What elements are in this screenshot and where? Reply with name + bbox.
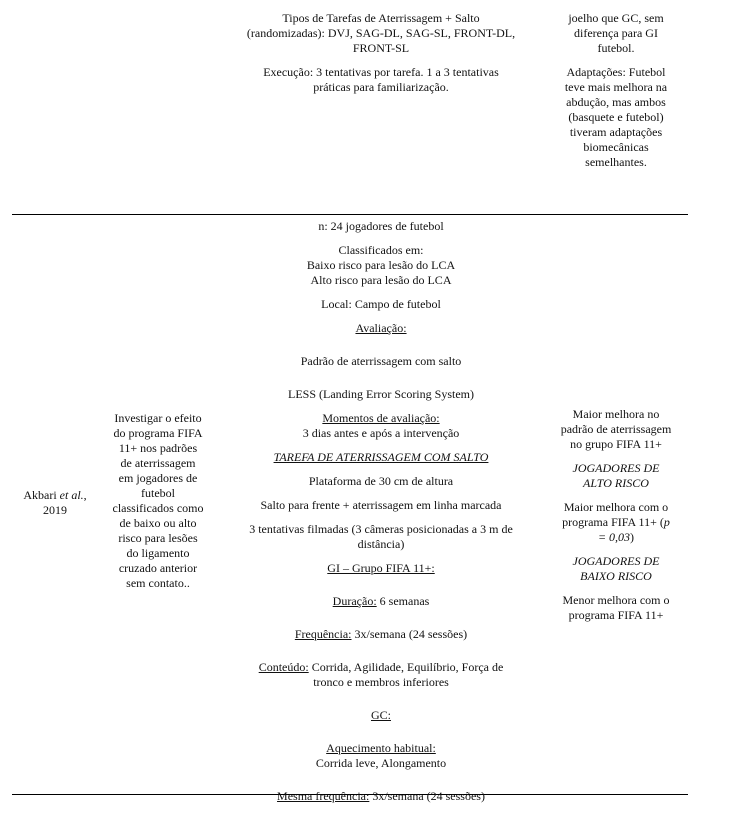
eval-less: LESS (Landing Error Scoring System) — [288, 387, 474, 401]
results-cell — [548, 407, 684, 632]
result-line: biomecânicas — [583, 140, 649, 154]
author-name: Akbari — [23, 488, 57, 502]
content-label: Conteúdo: — [258, 660, 309, 674]
result-line: Adaptações: Futebol — [566, 65, 666, 79]
classified-high: Alto risco para lesão do LCA — [310, 273, 452, 287]
p-symbol: p — [663, 515, 670, 529]
result-fragment: ) — [630, 530, 635, 544]
method-line: Tipos de Tarefas de Aterrissagem + Salto — [282, 11, 480, 25]
method-line: práticas para familiarização. — [313, 80, 449, 94]
content-row — [222, 660, 540, 675]
content-value-2: tronco e membros inferiores — [313, 675, 449, 689]
result-line: (basquete e futebol) — [568, 110, 664, 124]
result-line: Menor melhora com o — [562, 593, 670, 607]
low-risk-heading: BAIXO RISCO — [580, 569, 652, 583]
result-fragment: programa FIFA 11+ ( — [562, 515, 664, 529]
task-title: TAREFA DE ATERRISSAGEM COM SALTO — [273, 450, 489, 464]
result-line: futebol. — [597, 41, 635, 55]
same-frequency-label: Mesma frequência: — [277, 789, 370, 803]
result-line — [548, 530, 684, 545]
frequency-row — [222, 627, 540, 642]
result-line: Maior melhora no — [572, 407, 660, 421]
result-line — [548, 515, 684, 530]
duration-value: 6 semanas — [376, 594, 430, 608]
content-value: Corrida, Agilidade, Equilíbrio, Força de — [308, 660, 504, 674]
task-trials: 3 tentativas filmadas (3 câmeras posicionadas a 3 m de — [249, 522, 513, 536]
objective-cell — [104, 411, 212, 591]
result-line: programa FIFA 11+ — [568, 608, 664, 622]
objective-line: futebol — [141, 486, 175, 500]
moments-title: Momentos de avaliação: — [322, 411, 440, 425]
high-risk-heading: JOGADORES DE — [572, 461, 660, 475]
objective-line: classificados como — [112, 501, 204, 515]
moments-text: 3 dias antes e após a intervenção — [302, 426, 460, 440]
result-line: diferença para GI — [574, 26, 658, 40]
gc-title: GC: — [370, 708, 391, 722]
method-line: Execução: 3 tentativas por tarefa. 1 a 3 tentativas — [263, 65, 499, 79]
author-year-comma: , — [83, 488, 87, 502]
low-risk-heading: JOGADORES DE — [572, 554, 660, 568]
objective-line: Investigar o efeito — [114, 411, 202, 425]
method-cell — [222, 219, 540, 813]
duration-row — [222, 594, 540, 609]
result-line: semelhantes. — [585, 155, 647, 169]
method-local: Local: Campo de futebol — [321, 297, 441, 311]
task-trials: distância) — [357, 537, 405, 551]
result-line: Maior melhora com o — [563, 500, 669, 514]
objective-line: cruzado anterior — [118, 561, 198, 575]
top-row-method-cell — [222, 11, 540, 104]
objective-line: sem contato.. — [126, 576, 190, 590]
warmup-text: Corrida leve, Alongamento — [315, 756, 447, 770]
result-line: abdução, mas ambos — [566, 95, 666, 109]
result-line: teve mais melhora na — [564, 80, 668, 94]
result-line: no grupo FIFA 11+ — [570, 437, 662, 451]
result-line: joelho que GC, sem — [568, 11, 664, 25]
author-etal: et al. — [56, 488, 84, 502]
method-line: (randomizadas): DVJ, SAG-DL, SAG-SL, FRONT-DL, — [246, 26, 516, 40]
gi-title: GI – Grupo FIFA 11+: — [327, 561, 435, 575]
objective-line: de baixo ou alto — [119, 516, 197, 530]
same-frequency-value: 3x/semana (24 sessões) — [369, 789, 485, 803]
eval-pattern: Padrão de aterrissagem com salto — [300, 354, 462, 368]
objective-line: de aterrissagem — [120, 456, 196, 470]
frequency-value: 3x/semana (24 sessões) — [351, 627, 468, 641]
method-n: n: 24 jogadores de futebol — [318, 219, 444, 233]
warmup-title: Aquecimento habitual: — [326, 741, 436, 755]
frequency-label: Frequência: — [294, 627, 352, 641]
p-value: = 0,03 — [597, 530, 631, 544]
duration-label: Duração: — [332, 594, 377, 608]
task-jump: Salto para frente + aterrissagem em linha marcada — [260, 498, 502, 512]
eval-title: Avaliação: — [355, 321, 407, 335]
objective-line: 11+ nos padrões — [118, 441, 198, 455]
classified-title: Classificados em: — [338, 243, 424, 257]
objective-line: em jogadores de — [118, 471, 198, 485]
objective-line: do ligamento — [126, 546, 190, 560]
result-line: tiveram adaptações — [569, 125, 663, 139]
task-platform: Plataforma de 30 cm de altura — [308, 474, 454, 488]
author-cell — [12, 488, 98, 518]
objective-line: risco para lesões — [118, 531, 198, 545]
top-row-results-cell — [548, 11, 684, 179]
table-rule-top — [12, 214, 688, 215]
classified-low: Baixo risco para lesão do LCA — [306, 258, 456, 272]
method-line: FRONT-SL — [352, 41, 410, 55]
high-risk-heading: ALTO RISCO — [583, 476, 649, 490]
objective-line: do programa FIFA — [113, 426, 203, 440]
author-year: 2019 — [43, 503, 67, 517]
result-line: padrão de aterrissagem — [560, 422, 672, 436]
